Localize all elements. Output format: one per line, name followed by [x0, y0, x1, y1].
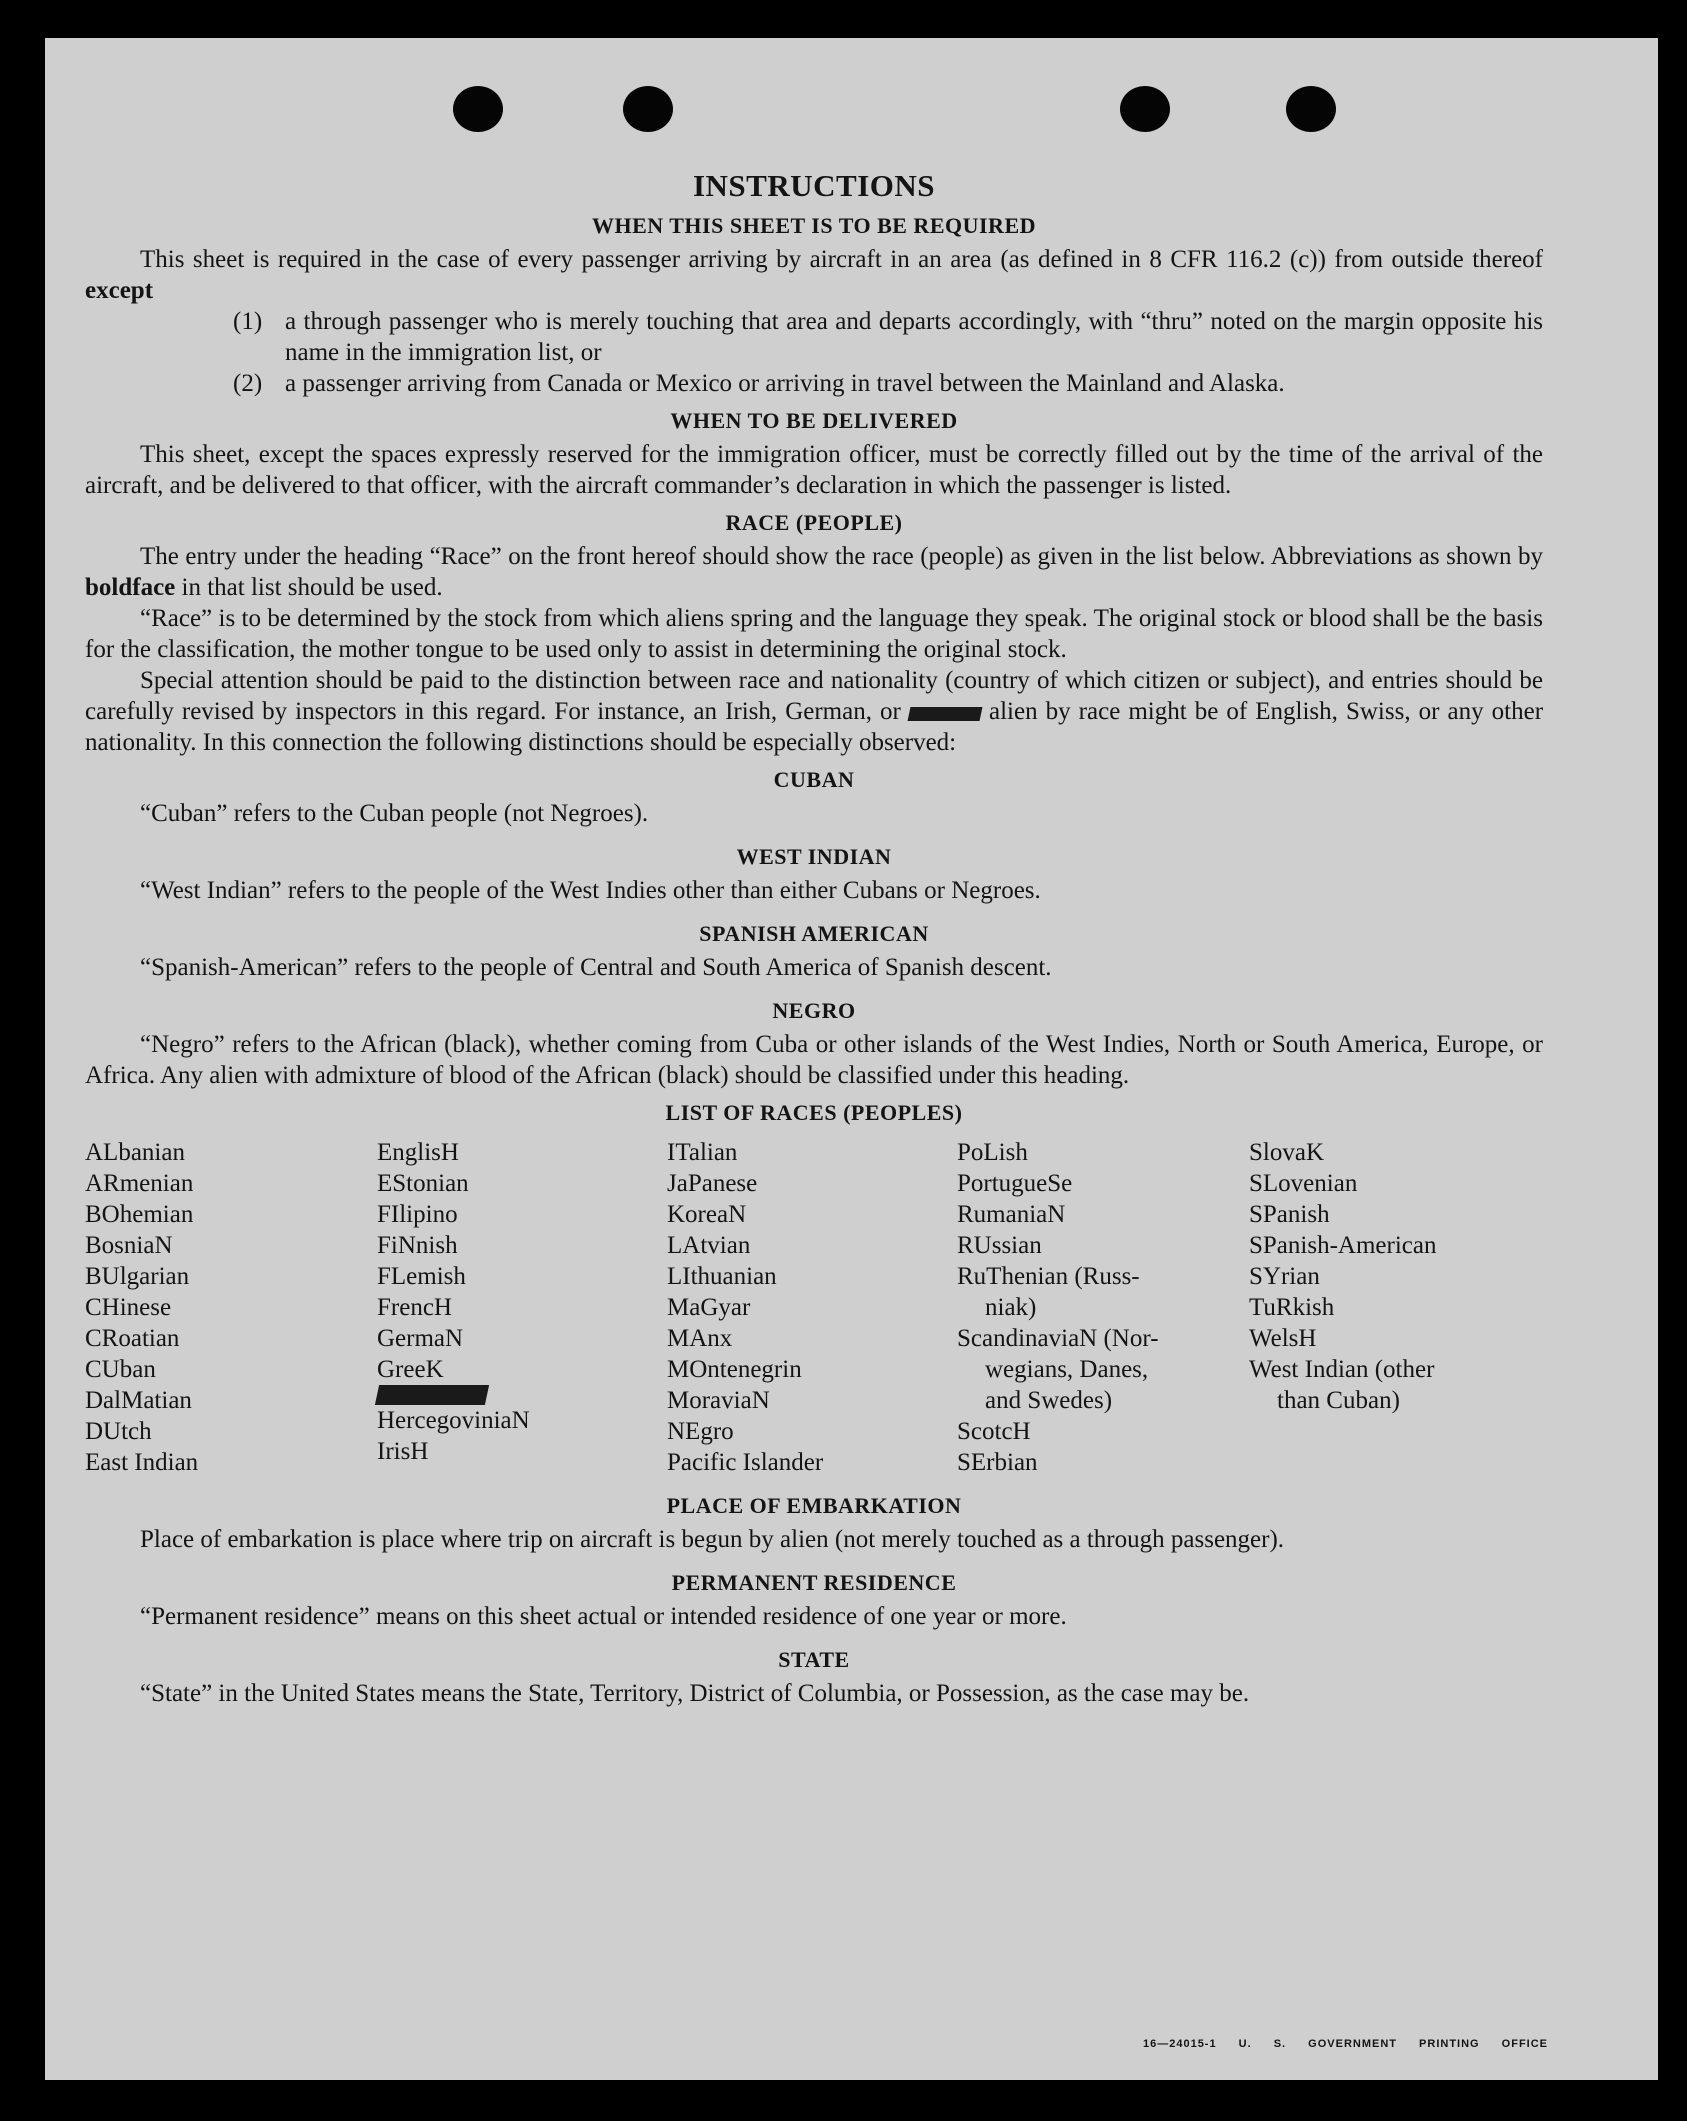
race-entry: LIthuanian	[667, 1263, 777, 1290]
instructions-content	[85, 168, 1543, 1709]
races-column-3	[667, 1137, 957, 1478]
race-entry: EnglisH	[377, 1139, 459, 1166]
spanish-american-text: “Spanish-American” refers to the people of Central and South America of Spanish descent.	[140, 954, 1052, 981]
race-entry: SPanish	[1249, 1201, 1330, 1228]
section-heading-residence: PERMANENT RESIDENCE	[671, 1570, 957, 1595]
race-paragraph-3: Special attention should be paid to the distinction between race and nationality (country of which citizen or subject), and entries should be carefully revised by inspectors in this regard. For instance, an Irish, German, or alien by race might be of English, Swiss, or any other nationality. In this connection the following distinctions should be especially observed:	[85, 667, 1544, 756]
race-entry: EStonian	[377, 1170, 469, 1197]
required-item-2: (2) a passenger arriving from Canada or Mexico or arriving in travel between the Mainland and Alaska.	[233, 370, 1285, 397]
race-entry: IrisH	[377, 1438, 429, 1465]
race-entry: MoraviaN	[667, 1387, 770, 1414]
section-heading-negro: NEGRO	[772, 998, 856, 1023]
page-title: INSTRUCTIONS	[692, 168, 935, 203]
race-entry: CRoatian	[85, 1325, 180, 1352]
race-entry: FLemish	[377, 1263, 466, 1290]
redaction-mark	[375, 1385, 489, 1405]
section-heading-west-indian: WEST INDIAN	[736, 844, 892, 869]
races-column-5	[1249, 1137, 1543, 1478]
cuban-text: “Cuban” refers to the Cuban people (not Negroes).	[140, 800, 649, 827]
race-entry: BUlgarian	[85, 1263, 190, 1290]
race-entry: ARmenian	[85, 1170, 194, 1197]
race-entry: CUban	[85, 1356, 156, 1383]
section-heading-races-list: LIST OF RACES (PEOPLES)	[665, 1100, 963, 1125]
races-column-4	[957, 1137, 1249, 1478]
section-heading-embarkation: PLACE OF EMBARKATION	[666, 1493, 962, 1518]
punch-hole	[623, 86, 673, 132]
race-entry: SErbian	[957, 1449, 1038, 1476]
race-entry: Pacific Islander	[667, 1449, 824, 1476]
race-entry: FIlipino	[377, 1201, 458, 1228]
race-entry: BOhemian	[85, 1201, 194, 1228]
race-entry: SLovenian	[1249, 1170, 1358, 1197]
race-entry: MOntenegrin	[667, 1356, 802, 1383]
section-heading-required: WHEN THIS SHEET IS TO BE REQUIRED	[591, 213, 1037, 238]
section-heading-cuban: CUBAN	[773, 767, 855, 792]
state-text: “State” in the United States means the State, Territory, District of Columbia, or Possession, as the case may be.	[140, 1680, 1250, 1707]
delivered-text: This sheet, except the spaces expressly reserved for the immigration officer, must be correctly filled out by the time of the arrival of the aircraft, and be delivered to that officer, with the aircraft commander’s declaration in which the passenger is listed.	[85, 441, 1543, 499]
race-entry: PoLish	[957, 1139, 1028, 1166]
punch-hole	[1286, 86, 1336, 132]
race-entry: wegians, Danes,	[985, 1356, 1149, 1383]
race-entry: ALbanian	[85, 1139, 185, 1166]
race-entry: DalMatian	[85, 1387, 192, 1414]
race-entry: GermaN	[377, 1325, 464, 1352]
punch-hole	[453, 86, 503, 132]
required-intro: This sheet is required in the case of every passenger arriving by aircraft in an area (as defined in 8 CFR 116.2 (c)) from outside thereof except	[85, 246, 1543, 304]
race-entry: niak)	[985, 1294, 1037, 1321]
race-entry: BosniaN	[85, 1232, 173, 1259]
embarkation-text: Place of embarkation is place where trip on aircraft is begun by alien (not merely touched as a through passenger).	[140, 1526, 1285, 1553]
races-column-1	[85, 1137, 377, 1478]
race-entry: RuThenian (Russ-	[957, 1263, 1140, 1290]
document-page	[45, 38, 1658, 2080]
race-entry: MaGyar	[667, 1294, 751, 1321]
race-entry: ScotcH	[957, 1418, 1031, 1445]
race-entry: and Swedes)	[985, 1387, 1113, 1414]
race-entry: CHinese	[85, 1294, 172, 1321]
race-entry: than Cuban)	[1277, 1387, 1400, 1414]
race-entry: SlovaK	[1249, 1139, 1324, 1166]
race-entry: KoreaN	[667, 1201, 747, 1228]
section-heading-spanish-american: SPANISH AMERICAN	[699, 921, 929, 946]
punch-hole	[1120, 86, 1170, 132]
form-number: 16—24015-1	[1142, 2038, 1217, 2050]
race-entry: HercegoviniaN	[377, 1407, 530, 1434]
residence-text: “Permanent residence” means on this sheet actual or intended residence of one year or more.	[140, 1603, 1067, 1630]
printer-credit: U. S. GOVERNMENT PRINTING OFFICE	[1238, 2038, 1548, 2050]
race-entry: ScandinaviaN (Nor-	[957, 1325, 1159, 1352]
race-entry: LAtvian	[667, 1232, 751, 1259]
required-item-1: (1) a through passenger who is merely touching that area and departs accordingly, with “thru” noted on the margin opposite his name in the immigration list, or	[233, 308, 1543, 366]
races-list	[85, 1137, 1543, 1478]
race-entry: West Indian (other	[1249, 1356, 1435, 1383]
race-entry: SYrian	[1249, 1263, 1320, 1290]
race-entry: East Indian	[85, 1449, 199, 1476]
section-heading-state: STATE	[778, 1647, 850, 1672]
race-entry: JaPanese	[667, 1170, 758, 1197]
race-paragraph-2: “Race” is to be determined by the stock from which aliens spring and the language they speak. The original stock or blood shall be the basis for the classification, the mother tongue to be used only to assist in determining the original stock.	[85, 605, 1543, 663]
race-entry: FrencH	[377, 1294, 452, 1321]
west-indian-text: “West Indian” refers to the people of the West Indies other than either Cubans or Negroes.	[140, 877, 1041, 904]
race-entry: RumaniaN	[957, 1201, 1066, 1228]
section-heading-race: RACE (PEOPLE)	[725, 510, 903, 535]
race-entry: DUtch	[85, 1418, 152, 1445]
race-entry: NEgro	[667, 1418, 734, 1445]
negro-text: “Negro” refers to the African (black), whether coming from Cuba or other islands of the West Indies, North or South America, Europe, or Africa. Any alien with admixture of blood of the African (black) should be classified under this heading.	[85, 1031, 1543, 1089]
form-footer	[1143, 2038, 1548, 2050]
race-entry: PortugueSe	[957, 1170, 1073, 1197]
race-entry: RUssian	[957, 1232, 1042, 1259]
race-entry: GreeK	[377, 1356, 444, 1383]
section-heading-delivered: WHEN TO BE DELIVERED	[670, 408, 958, 433]
race-entry-redacted	[377, 1385, 667, 1405]
race-entry: MAnx	[667, 1325, 733, 1352]
races-column-2	[377, 1137, 667, 1478]
race-entry: ITalian	[667, 1139, 738, 1166]
race-entry: TuRkish	[1249, 1294, 1335, 1321]
redaction-mark	[907, 707, 982, 721]
race-paragraph-1: The entry under the heading “Race” on the front hereof should show the race (people) as given in the list below. Abbreviations as shown by boldface in that list should be used.	[85, 543, 1543, 601]
race-entry: FiNnish	[377, 1232, 458, 1259]
race-entry: SPanish-American	[1249, 1232, 1437, 1259]
race-entry: WelsH	[1249, 1325, 1317, 1352]
